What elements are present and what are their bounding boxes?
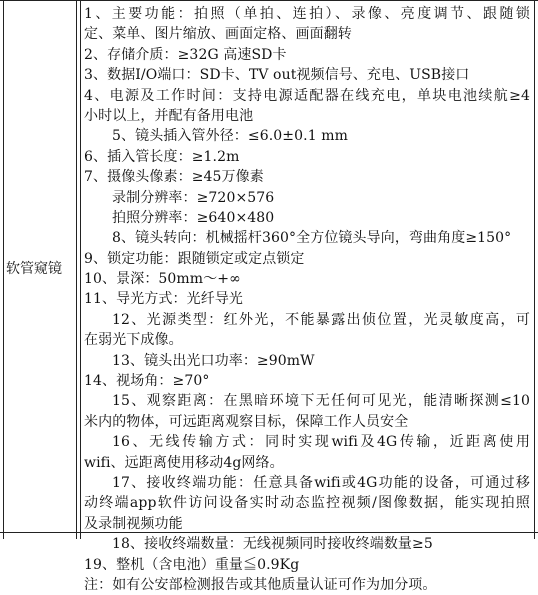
spec-line: 18、接收终端数量：无线视频同时接收终端数量≥5	[112, 536, 433, 553]
spec-line: 17、接收终端功能：任意具备wifi或4G功能的设备，可通过移	[112, 474, 530, 491]
spec-line: 14、视场角：≥70°	[84, 373, 210, 390]
spec-line: 米内的物体，可远距离观察目标，保障工作人员安全	[84, 413, 409, 430]
spec-line: 15、观察距离：在黑暗环境下无任何可见光，能清晰探测≤10	[112, 393, 530, 410]
spec-line: 8、镜头转向：机械摇杆360°全方位镜头导向，弯曲角度≥150°	[112, 230, 512, 247]
spec-line: 定、菜单、图片缩放、画面定格、画面翻转	[84, 26, 352, 43]
spec-line: 13、镜头出光口功率：≥90mW	[112, 352, 315, 369]
column-divider-inner	[80, 0, 81, 539]
spec-line: 10、景深：50mm～+∞	[84, 271, 241, 288]
spec-line: wifi、远距离使用移动4g网络。	[84, 454, 284, 471]
table-left-border	[3, 0, 4, 539]
spec-line: 小时以上，并配有备用电池	[84, 107, 254, 124]
spec-content-cell	[84, 4, 530, 595]
spec-line: 11、导光方式：光纤导光	[84, 291, 244, 308]
table-right-border	[534, 0, 535, 539]
spec-line: 5、镜头插入管外径：≤6.0±0.1 mm	[112, 128, 348, 145]
spec-line: 注：如有公安部检测报告或其他质量认证可作为加分项。	[84, 576, 437, 593]
category-cell: 软管窥镜	[6, 261, 62, 277]
spec-line: 7、摄像头像素：≥45万像素	[84, 169, 264, 186]
spec-line: 1、主要功能：拍照（单拍、连拍）、录像、亮度调节、跟随锁	[84, 6, 530, 22]
spec-line: 2、存储介质：≥32G 高速SD卡	[84, 46, 287, 63]
spec-line: 拍照分辨率：≥640×480	[112, 209, 275, 226]
spec-line: 16、无线传输方式：同时实现wifi及4G传输，近距离使用	[112, 434, 530, 451]
column-divider	[76, 0, 77, 539]
spec-line: 在弱光下成像。	[84, 332, 183, 349]
spec-line: 及录制视频功能	[84, 515, 183, 532]
spec-line: 动终端app软件访问设备实时动态监控视频/图像数据，能实现拍照	[84, 495, 530, 512]
spec-line: 19、整机（含电池）重量≦0.9Kg	[84, 556, 300, 573]
spec-line: 6、插入管长度：≥1.2m	[84, 148, 240, 165]
spec-line: 录制分辨率：≥720×576	[112, 189, 275, 206]
spec-line: 4、电源及工作时间：支持电源适配器在线充电，单块电池续航≥4	[84, 87, 530, 104]
spec-line: 12、光源类型：红外光，不能暴露出侦位置，光灵敏度高，可	[112, 311, 530, 328]
spec-line: 9、锁定功能：跟随锁定或定点锁定	[84, 250, 305, 267]
spec-line: 3、数据I/O端口：SD卡、TV out视频信号、充电、USB接口	[84, 67, 470, 84]
